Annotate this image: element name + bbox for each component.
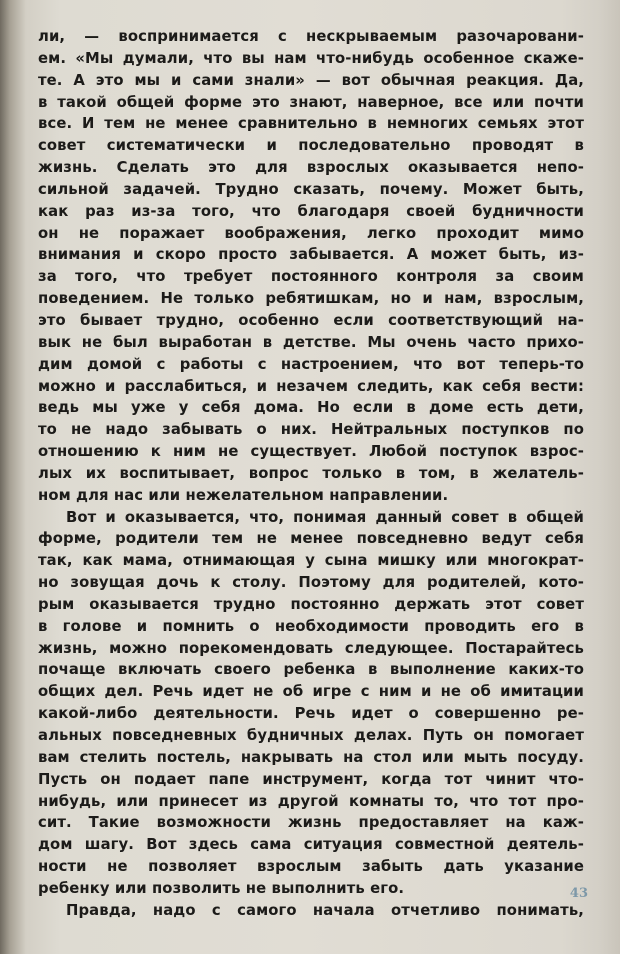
text-line: внимания и скоро просто забывается. А может быть, из- [38,246,584,264]
text-line: дим домой с работы с настроением, что вот теперь-то [38,355,584,373]
text-line: совет систематически и последовательно проводят в [38,137,584,155]
text-line: так, как мама, отнимающая у сына мишку или многократ- [38,552,584,570]
text-line: Пусть он подает папе инструмент, когда тот чинит что- [38,770,584,788]
text-line: жизнь. Сделать это для взрослых оказывается непо- [38,159,584,177]
text-line: он не поражает воображения, легко проходит мимо [38,224,584,242]
text-line: лых их воспитывает, вопрос только в том, в желатель- [38,464,584,482]
text-line: за того, что требует постоянного контроля за своим [38,268,584,286]
text-line: в голове и помнить о необходимости проводить его в [38,617,584,635]
text-line: можно и расслабиться, и незачем следить, как себя вести: [38,377,584,395]
text-line: все. И тем не менее сравнительно в немногих семьях этот [38,115,584,133]
text-line: ли, — воспринимается с нескрываемым разочаровани- [38,28,584,45]
text-line: отношению к ним не существует. Любой поступок взрос- [38,443,584,461]
text-line: те. А это мы и сами знали» — вот обычная реакция. Да, [38,71,584,89]
text-line: Правда, надо с самого начала отчетливо понимать, [66,901,584,919]
text-line: сильной задачей. Трудно сказать, почему. Может быть, [38,180,584,198]
text-line: почаще включать своего ребенка в выполнение каких-то [38,661,584,679]
text-line: форме, родители тем не менее повседневно ведут себя [38,530,584,548]
text-line: вам стелить постель, накрывать на стол или мыть посуду. [38,748,584,766]
text-line: то не надо забывать о них. Нейтральных поступков по [38,421,584,439]
text-line: нибудь, или принесет из другой комнаты то, что тот про- [38,792,584,810]
text-line: поведением. Не только ребятишкам, но и нам, взрослым, [38,290,584,308]
text-line: ности не позволяет взрослым забыть дать указание [38,858,584,876]
text-line: альных повседневных будничных делах. Путь он помогает [38,727,584,744]
text-line: общих дел. Речь идет не об игре с ним и не об имитации [38,683,584,701]
text-line: ном для нас или нежелательном направлении. [38,486,449,504]
text-line: это бывает трудно, особенно если соответствующий на- [38,311,584,329]
body-text [38,26,584,922]
text-line: ребенку или позволить не выполнить его. [38,879,405,897]
text-line: жизнь, можно порекомендовать следующее. Постарайтесь [38,639,584,657]
text-line: Вот и оказывается, что, понимая данный совет в общей [66,508,584,526]
text-line: вык не был выработан в детстве. Мы очень часто прихо- [38,333,584,351]
text-line: ведь мы уже у себя дома. Но если в доме есть дети, [38,399,584,417]
text-line: дом шагу. Вот здесь сама ситуация совместной деятель- [38,836,584,854]
text-line: как раз из-за того, что благодаря своей будничности [38,202,584,220]
text-line: в такой общей форме это знают, наверное, все или почти [38,93,584,111]
page-number: 43 [569,886,588,901]
text-line: но зовущая дочь к столу. Поэтому для родителей, кото- [38,574,584,592]
text-line: какой-либо деятельности. Речь идет о совершенно ре- [38,705,584,723]
text-line: рым оказывается трудно постоянно держать этот совет [38,595,584,613]
text-line: ем. «Мы думали, что вы нам что-нибудь особенное скаже- [38,49,584,67]
text-line: сит. Такие возможности жизнь предоставляет на каж- [38,814,584,832]
